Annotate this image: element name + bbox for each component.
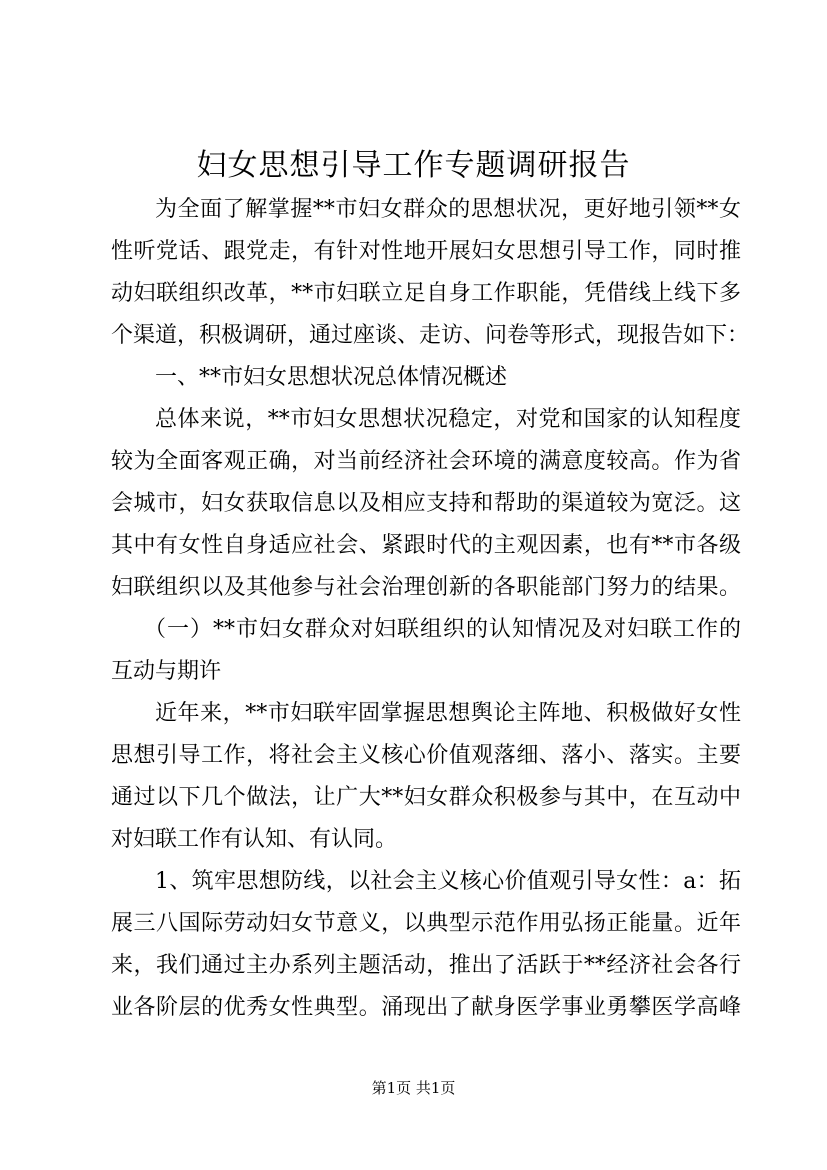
paragraph-line: 个渠道，积极调研，通过座谈、走访、问卷等形式，现报告如下： [111,323,750,348]
paragraph-line: 会城市，妇女获取信息以及相应支持和帮助的渠道较为宽泛。这 [111,491,741,516]
paragraph-line: 妇联组织以及其他参与社会治理创新的各职能部门努力的结果。 [111,575,741,600]
paragraph-line: 对妇联工作有认知、有认同。 [111,827,398,852]
page-footer: 第1页 共1页 [371,1079,456,1097]
paragraph-line: 其中有女性自身适应社会、紧跟时代的主观因素，也有**市各级 [111,533,741,558]
page-title: 妇女思想引导工作专题调研报告 [196,148,631,183]
section-heading: 一、**市妇女思想状况总体情况概述 [155,365,508,390]
subsection-heading: （一）**市妇女群众对妇联组织的认知情况及对妇联工作的 [144,617,741,642]
paragraph-line: 动妇联组织改革，**市妇联立足自身工作职能，凭借线上线下多 [111,281,741,306]
paragraph-line: 展三八国际劳动妇女节意义，以典型示范作用弘扬正能量。近年 [111,911,741,936]
paragraph-line: 1、筑牢思想防线，以社会主义核心价值观引导女性：a：拓 [155,869,741,894]
paragraph-line: 来，我们通过主办系列主题活动，推出了活跃于**经济社会各行 [111,953,741,978]
paragraph-line: 通过以下几个做法，让广大**妇女群众积极参与其中，在互动中 [111,785,741,810]
paragraph-line: 性听党话、跟党走，有针对性地开展妇女思想引导工作，同时推 [111,239,741,264]
subsection-heading: 互动与期许 [111,659,222,684]
paragraph-line: 业各阶层的优秀女性典型。涌现出了献身医学事业勇攀医学高峰 [111,995,741,1020]
paragraph-line: 为全面了解掌握**市妇女群众的思想状况，更好地引领**女 [155,197,741,222]
paragraph-line: 近年来，**市妇联牢固掌握思想舆论主阵地、积极做好女性 [155,701,741,726]
paragraph-line: 较为全面客观正确，对当前经济社会环境的满意度较高。作为省 [111,449,741,474]
paragraph-line: 总体来说，**市妇女思想状况稳定，对党和国家的认知程度 [155,407,741,432]
document-body [111,189,750,1029]
paragraph-line: 思想引导工作，将社会主义核心价值观落细、落小、落实。主要 [111,743,741,768]
